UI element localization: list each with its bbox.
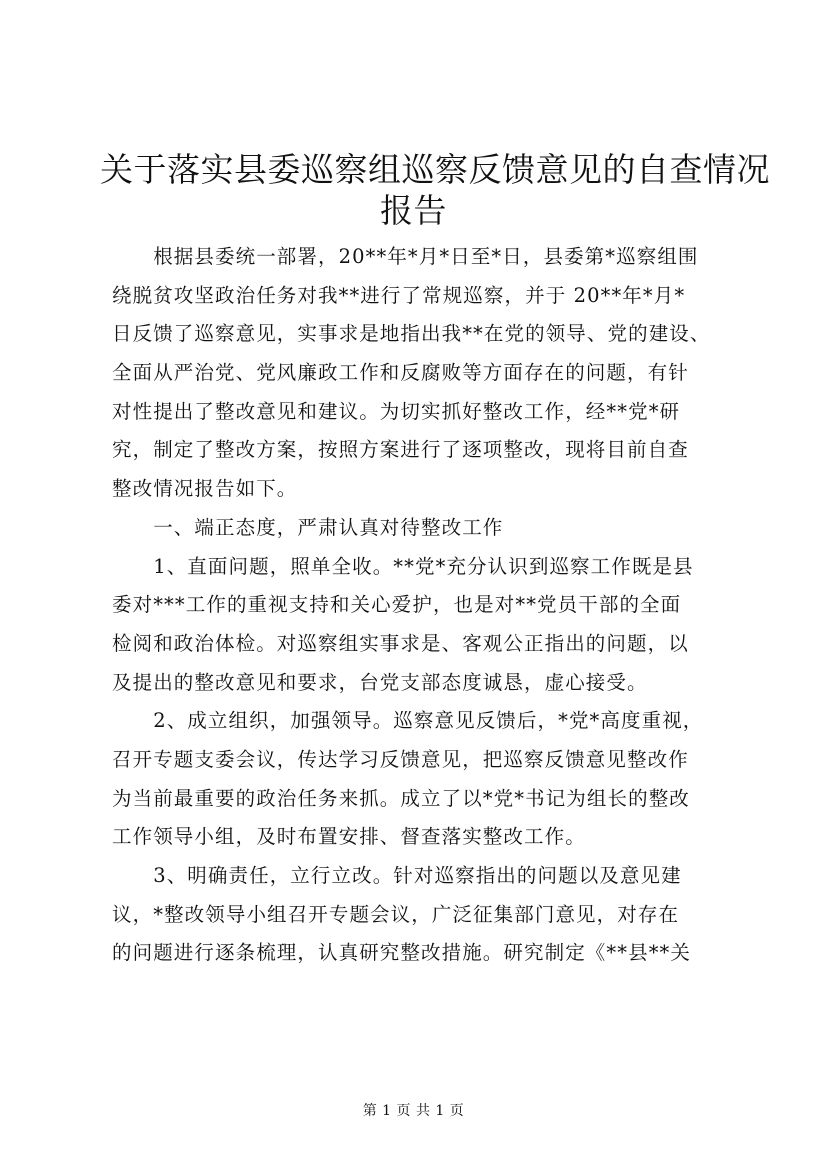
body-line: 工作领导小组，及时布置安排、督查落实整改工作。	[112, 825, 586, 849]
body-line: 2、成立组织，加强领导。巡察意见反馈后，*党*高度重视，	[112, 709, 704, 733]
body-line: 全面从严治党、党风廉政工作和反腐败等方面存在的问题，有针	[112, 361, 689, 385]
body-line: 日反馈了巡察意见，实事求是地指出我**在党的领导、党的建设、	[112, 322, 711, 346]
document-body	[112, 238, 722, 973]
document-title-line-1: 关于落实县委巡察组巡察反馈意见的自查情况	[100, 150, 770, 189]
body-line: 检阅和政治体检。对巡察组实事求是、客观公正指出的问题，以	[112, 631, 689, 655]
body-line: 整改情况报告如下。	[112, 477, 298, 501]
body-line: 一、端正态度，严肃认真对待整改工作	[112, 515, 504, 539]
body-line: 3、明确责任，立行立改。针对巡察指出的问题以及意见建	[112, 864, 682, 887]
body-line: 的问题进行逐条梳理，认真研究整改措施。研究制定《**县**关	[112, 941, 691, 965]
document-title-line-2: 报告	[380, 191, 447, 230]
body-line: 究，制定了整改方案，按照方案进行了逐项整改，现将目前自查	[112, 438, 689, 462]
body-line: 根据县委统一部署，20**年*月*日至*日，县委第*巡察组围	[112, 245, 699, 268]
body-line: 1、直面问题，照单全收。**党*充分认识到巡察工作既是县	[112, 554, 694, 578]
body-line: 为当前最重要的政治任务来抓。成立了以*党*书记为组长的整改	[112, 786, 690, 810]
body-line: 绕脱贫攻坚政治任务对我**进行了常规巡察，并于 20**年*月*	[112, 283, 686, 307]
body-line: 召开专题支委会议，传达学习反馈意见，把巡察反馈意见整改作	[112, 747, 689, 771]
page-footer: 第 1 页 共 1 页	[362, 1103, 465, 1119]
body-line: 议，*整改领导小组召开专题会议，广泛征集部门意见，对存在	[112, 902, 680, 926]
body-line: 委对***工作的重视支持和关心爱护，也是对**党员干部的全面	[112, 593, 682, 617]
body-line: 及提出的整改意见和要求，台党支部态度诚恳，虚心接受。	[112, 670, 648, 694]
body-line: 对性提出了整改意见和建议。为切实抓好整改工作，经**党*研	[112, 399, 681, 423]
